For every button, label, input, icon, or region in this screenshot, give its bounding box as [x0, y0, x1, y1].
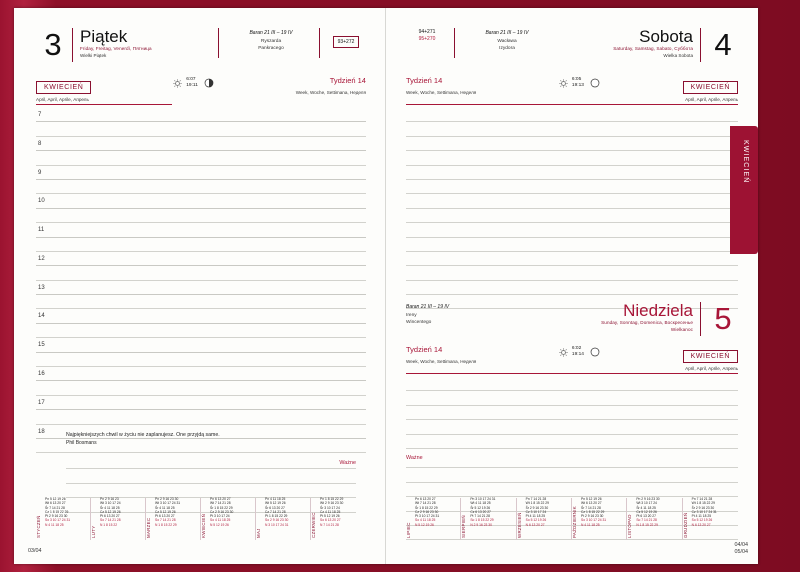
saturday-day-langs: Saturday, Samstag, Sabato, Суббота — [613, 46, 693, 51]
mini-month-label: KWIECIEŃ — [201, 513, 206, 538]
saturday-day-name: Sobota — [639, 27, 693, 46]
mini-month-label: STYCZEŃ — [36, 515, 41, 538]
mini-month[interactable] — [406, 496, 461, 542]
note-line[interactable] — [36, 151, 366, 165]
mini-month-grid: Pn 2 9 16 23 Wt 3 10 17 24 Śr 4 11 18 25 Cz 5 12 19 26 Pt 6 13 20 27 So 7 14 21 28 N 1 8 15 22 — [100, 497, 121, 527]
mini-month-separator — [682, 498, 683, 540]
mini-month-grid: Pn 5 12 19 26 Wt 6 13 20 27 Śr 7 14 21 28 Cz 1 8 15 22 29 Pt 2 9 16 23 30 So 3 10 17 24 31 N 4 11 18 25 — [45, 497, 71, 527]
sunday-sunset: 19:14 — [571, 352, 584, 357]
saturday-month-badge: KWIECIEŃ — [683, 81, 738, 94]
sunday-day-name: Niedziela — [623, 301, 693, 320]
note-line[interactable] — [406, 166, 738, 180]
friday-week-label: Tydzień 14 — [329, 76, 366, 85]
note-line[interactable] — [36, 238, 366, 252]
divider — [700, 28, 701, 62]
friday-sunrise: 6:07 — [186, 77, 196, 82]
note-line[interactable] — [36, 295, 366, 309]
mini-month[interactable] — [91, 496, 146, 542]
saturday-week-label: Tydzień 14 — [406, 76, 443, 85]
hour-label: 17 — [38, 399, 45, 406]
divider — [319, 28, 320, 58]
mini-month-grid: Pn 2 9 16 23 30 Wt 3 10 17 24 Śr 4 11 18 25 Cz 5 12 19 26 Pt 6 13 20 27 So 7 14 21 28 N 1 8 15 22 29 — [636, 497, 660, 527]
saturday-header — [406, 28, 738, 62]
note-line[interactable] — [406, 266, 738, 280]
mini-month-grid: Pn 4 11 18 25 Wt 5 12 19 26 Śr 6 13 20 27 Cz 7 14 21 28 Pt 1 8 15 22 29 So 2 9 16 23 30 N 3 10 17 24 31 — [265, 497, 289, 527]
hour-label: 15 — [38, 342, 45, 349]
sunday-header — [406, 302, 738, 336]
right-mini-calendar — [406, 496, 738, 542]
saturday-note-lines[interactable] — [406, 108, 738, 309]
mini-month[interactable] — [146, 496, 201, 542]
mini-month-label: CZERWIEC — [311, 512, 316, 538]
mini-month-label: MARZEC — [146, 517, 151, 538]
mini-month-grid: Pn 2 9 16 23 30 Wt 3 10 17 24 31 Śr 4 11 18 25 Cz 5 12 19 26 Pt 6 13 20 27 So 7 14 21 28 N 1 8 15 22 29 — [155, 497, 181, 527]
divider — [72, 28, 73, 62]
note-line[interactable] — [406, 194, 738, 208]
mini-month[interactable] — [256, 496, 311, 542]
sunday-week-langs: Week, Woche, Settimana, Неделя — [406, 359, 477, 364]
hour-label: 16 — [38, 371, 45, 378]
note-line[interactable] — [36, 122, 366, 136]
friday-day-langs: Friday, Freitag, Venerdì, Пятница — [80, 46, 152, 51]
saturday-julian-bottom: 95+270 — [418, 36, 436, 42]
quote-text: Najpiękniejszych chwil w życiu nie zaplanujesz. One przyjdą same. — [66, 432, 220, 438]
note-line[interactable] — [406, 151, 738, 165]
divider — [218, 28, 219, 58]
saturday-week-langs: Week, Woche, Settimana, Неделя — [406, 90, 477, 95]
friday-day-name: Piątek — [80, 27, 128, 46]
note-line[interactable] — [36, 194, 366, 208]
sunday-nameday-2: Wincentego — [406, 319, 432, 325]
hour-label: 12 — [38, 255, 45, 262]
friday-hour-lines[interactable] — [36, 108, 366, 453]
note-line[interactable] — [36, 324, 366, 338]
sunday-nameday-1: Ireny — [406, 313, 417, 318]
note-line[interactable] — [36, 166, 366, 180]
mini-month-label: WRZESIEŃ — [516, 512, 522, 538]
friday-month-badge: KWIECIEŃ — [36, 81, 91, 94]
note-line[interactable] — [36, 367, 366, 381]
mini-month-separator — [200, 498, 201, 540]
mini-month-grid: Pn 7 14 21 28 Wt 1 8 15 22 29 Śr 2 9 16 23 30 Cz 3 10 17 24 Pt 4 11 18 25 So 5 12 19 26 N 6 13 20 27 — [525, 497, 549, 527]
sun-icon — [173, 79, 182, 88]
mini-month-label: PAŹDZIERNIK — [572, 505, 577, 538]
quote-block — [66, 432, 356, 447]
note-line[interactable] — [36, 338, 366, 352]
right-page-number-top: 04/04 — [734, 542, 748, 548]
note-line[interactable] — [36, 223, 366, 237]
friday-month-langs: April, April, Aprile, Апрель — [36, 97, 89, 102]
mini-month[interactable] — [311, 496, 366, 542]
saturday-month-langs: April, April, Aprile, Апрель — [685, 97, 738, 102]
note-line[interactable] — [406, 238, 738, 252]
note-line[interactable] — [406, 435, 738, 449]
note-line[interactable] — [36, 281, 366, 295]
mini-month[interactable] — [627, 496, 682, 542]
divider — [700, 302, 701, 336]
note-line[interactable] — [406, 454, 738, 468]
mini-month[interactable] — [461, 496, 516, 542]
note-line[interactable] — [36, 266, 366, 280]
note-line[interactable] — [36, 108, 366, 122]
note-line[interactable] — [36, 381, 366, 395]
moon-phase-icon — [590, 347, 600, 357]
note-line[interactable] — [36, 396, 366, 410]
saturday-holiday: Wielka Sobota — [663, 53, 693, 59]
mini-month[interactable] — [683, 496, 738, 542]
hour-label: 7 — [38, 112, 42, 118]
friday-zodiac: Baran 21 III – 19 IV — [249, 30, 293, 36]
note-line[interactable] — [66, 455, 356, 469]
sun-icon — [559, 348, 568, 357]
note-line[interactable] — [406, 483, 738, 497]
note-line[interactable] — [406, 180, 738, 194]
hour-label: 10 — [38, 198, 45, 205]
sunday-sunrise: 6:02 — [571, 346, 582, 351]
sunday-week-label: Tydzień 14 — [406, 345, 443, 354]
friday-header — [36, 28, 366, 62]
hour-label: 11 — [38, 227, 45, 234]
note-line[interactable] — [36, 252, 366, 266]
quote-author: Phil Bosmans — [66, 439, 97, 446]
sunday-day-langs: Sunday, Sonntag, Domenica, Воскресенье — [601, 320, 693, 325]
sunday-note-lines[interactable] — [406, 377, 738, 449]
mini-month-label: GRUDZIEŃ — [682, 512, 688, 538]
mini-month[interactable] — [201, 496, 256, 542]
saturday-zodiac: Baran 21 III – 19 IV — [485, 30, 529, 36]
planner-spread — [14, 8, 758, 564]
note-line[interactable] — [36, 180, 366, 194]
mini-month-separator — [571, 498, 572, 540]
saturday-julian-top: 94+271 — [418, 29, 436, 35]
mini-month-label: LUTY — [91, 525, 96, 538]
sunday-holiday: Wielkanoc — [670, 327, 693, 333]
hour-label: 14 — [38, 313, 45, 320]
sunday-zodiac: Baran 21 III – 19 IV — [406, 304, 450, 310]
mini-month-label: SIERPIEŃ — [461, 515, 467, 538]
moon-phase-icon — [204, 78, 214, 88]
mini-month[interactable] — [517, 496, 572, 542]
friday-julian-day: 93+272 — [333, 36, 360, 48]
right-important-label: Ważne — [406, 455, 423, 461]
left-page-number: 03/04 — [28, 548, 42, 554]
mini-month-label: MAJ — [256, 528, 261, 538]
left-mini-calendar — [36, 496, 366, 542]
note-line[interactable] — [406, 406, 738, 420]
right-page — [386, 8, 758, 564]
mini-month-separator — [90, 498, 91, 540]
note-line[interactable] — [406, 468, 738, 482]
friday-day-number-wrap — [36, 28, 70, 62]
note-line[interactable] — [406, 223, 738, 237]
hour-label: 18 — [38, 428, 45, 435]
saturday-nameday-1: Wacława — [497, 39, 517, 44]
note-line[interactable] — [36, 309, 366, 323]
sunday-month-langs: April, April, Aprile, Апрель — [685, 366, 738, 371]
sunday-month-week-strip — [406, 345, 738, 374]
mini-month-grid: Pn 3 10 17 24 31 Wt 4 11 18 25 Śr 5 12 19 26 Cz 6 13 20 27 Pt 7 14 21 28 So 1 8 15 22 29 N 2 9 16 23 30 — [470, 497, 496, 527]
mini-month-separator — [626, 498, 627, 540]
mini-month-label: LIPIEC — [406, 522, 411, 538]
friday-week-langs: Week, Woche, Settimana, Неделя — [295, 90, 366, 95]
friday-month-week-strip — [36, 76, 366, 105]
mini-month-separator — [460, 498, 461, 540]
note-line[interactable] — [36, 410, 366, 424]
note-line[interactable] — [406, 252, 738, 266]
hour-label: 13 — [38, 284, 45, 291]
mini-month-separator — [255, 498, 256, 540]
friday-nameday-1: Ryszarda — [260, 39, 282, 44]
note-line[interactable] — [36, 209, 366, 223]
friday-holiday: Wielki Piątek — [80, 53, 107, 59]
month-tab-label: KWIECIEŃ — [742, 140, 749, 184]
note-line[interactable] — [66, 469, 356, 483]
mini-month-grid: Pn 7 14 21 28 Wt 1 8 15 22 29 Śr 2 9 16 23 30 Cz 3 10 17 24 31 Pt 4 11 18 25 So 5 12 19 26 N 6 13 20 27 — [691, 497, 717, 527]
hour-label: 9 — [38, 169, 42, 176]
sunday-month-badge: KWIECIEŃ — [683, 350, 738, 363]
mini-month-grid: Pn 6 13 20 27 Wt 7 14 21 28 Śr 1 8 15 22 29 Cz 2 9 16 23 30 Pt 3 10 17 24 So 4 11 18 25 N 5 12 19 26 — [210, 497, 234, 527]
note-line[interactable] — [406, 108, 738, 122]
divider — [454, 28, 455, 58]
moon-phase-icon — [590, 78, 600, 88]
mini-month-separator — [516, 498, 517, 540]
mini-month-separator — [145, 498, 146, 540]
note-line[interactable] — [406, 209, 738, 223]
friday-nameday-2: Pankracego — [258, 45, 284, 51]
left-page — [14, 8, 386, 564]
note-line[interactable] — [36, 137, 366, 151]
saturday-day-number: 4 — [714, 27, 732, 62]
note-line[interactable] — [406, 281, 738, 295]
mini-month-grid: Pn 1 8 15 22 29 Wt 2 9 16 23 30 Śr 3 10 17 24 Cz 4 11 18 25 Pt 5 12 19 26 So 6 13 20 27 N 7 14 21 28 — [320, 497, 344, 527]
saturday-sunset: 19:13 — [571, 83, 584, 88]
note-line[interactable] — [406, 391, 738, 405]
right-page-number-bottom: 05/04 — [734, 549, 748, 555]
mini-month-grid: Pn 5 12 19 26 Wt 6 13 20 27 Śr 7 14 21 28 Cz 1 8 15 22 29 Pt 2 9 16 23 30 So 3 10 17 24 31 N 4 11 18 25 — [581, 497, 607, 527]
hour-label: 8 — [38, 140, 42, 147]
note-line[interactable] — [406, 420, 738, 434]
mini-month-grid: Pn 6 13 20 27 Wt 7 14 21 28 Śr 1 8 15 22 29 Cz 2 9 16 23 30 Pt 3 10 17 24 31 So 4 11 18 25 N 5 12 19 26 — [415, 497, 440, 527]
note-line[interactable] — [406, 377, 738, 391]
note-line[interactable] — [36, 353, 366, 367]
sunday-day-number: 5 — [714, 301, 732, 336]
mini-month-label: LISTOPAD — [627, 514, 633, 538]
saturday-sunrise: 6:05 — [571, 77, 582, 82]
month-tab-kwiecien[interactable] — [730, 126, 758, 254]
mini-month[interactable] — [572, 496, 627, 542]
saturday-nameday-2: Izydora — [499, 45, 515, 51]
note-line[interactable] — [406, 122, 738, 136]
friday-day-number: 3 — [44, 27, 62, 62]
left-important-label: Ważne — [339, 460, 356, 466]
saturday-month-week-strip — [406, 76, 738, 105]
sun-icon — [559, 79, 568, 88]
friday-sunset: 19:11 — [186, 83, 198, 88]
note-line[interactable] — [406, 137, 738, 151]
mini-month-separator — [310, 498, 311, 540]
mini-month[interactable] — [36, 496, 91, 542]
